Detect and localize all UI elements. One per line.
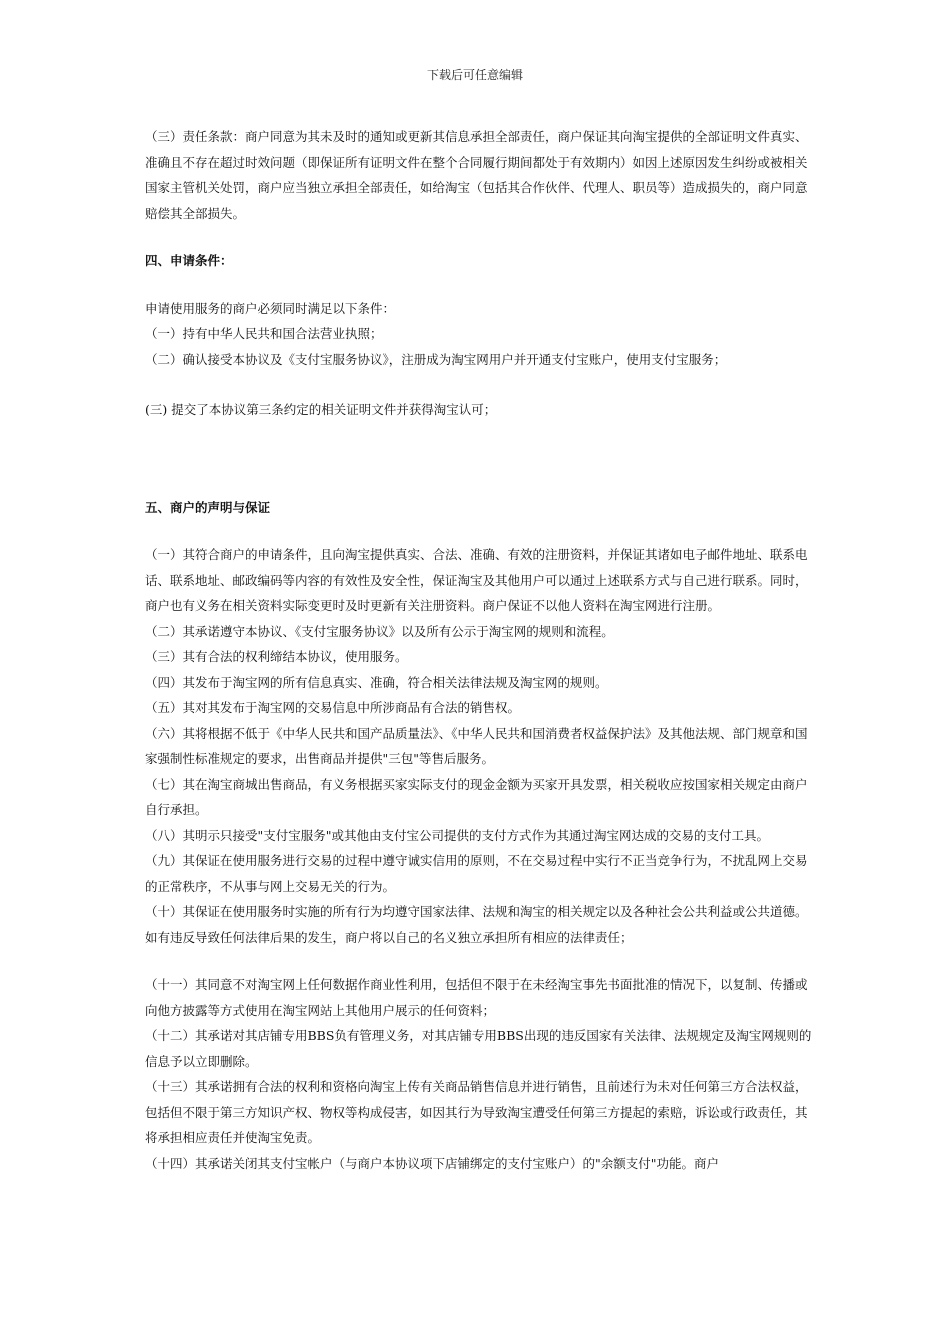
declaration-item: （六）其将根据不低于《中华人民共和国产品质量法》、《中华人民共和国消费者权益保护法》及其他法规、部门规章和国家强制性标准规定的要求，出售商品并提供"三包"等售后服务。 <box>145 725 808 766</box>
declaration-item: （二）其承诺遵守本协议、《支付宝服务协议》以及所有公示于淘宝网的规则和流程。 <box>145 623 614 639</box>
declaration-item: （十四）其承诺关闭其支付宝帐户（与商户本协议项下店铺绑定的支付宝账户）的"余额支付"功能。商户 <box>145 1155 720 1171</box>
declaration-item: （三）其有合法的权利缔结本协议，使用服务。 <box>145 649 408 664</box>
declaration-item: （十）其保证在使用服务时实施的所有行为均遵守国家法律、法规和淘宝的相关规定以及各种社会公共利益或公共道德。如有违反导致任何法律后果的发生，商户将以自己的名义独立承担所有相应的法律责任； <box>145 904 808 945</box>
page-header: 下载后可任意编辑 <box>426 68 523 82</box>
declaration-item: （八）其明示只接受"支付宝服务"或其他由支付宝公司提供的支付方式作为其通过淘宝网达成的交易的支付工具。 <box>145 827 770 843</box>
liability-clause: （三）责任条款：商户同意为其未及时的通知或更新其信息承担全部责任，商户保证其向淘宝提供的全部证明文件真实、准确且不存在超过时效问题（即保证所有证明文件在整个合同履行期间都处于有效期内）如因上述原因发生纠纷或被相关国家主管机关处罚，商户应当独立承担全部责任，如给淘宝（包括其合作伙伴、代理人、职员等）造成损失的，商户同意赔偿其全部损失。 <box>145 129 808 221</box>
section-title-application-conditions: 四、申请条件： <box>145 253 233 268</box>
declaration-item: （十三）其承诺拥有合法的权利和资格向淘宝上传有关商品销售信息并进行销售，且前述行为未对任何第三方合法权益，包括但不限于第三方知识产权、物权等构成侵害，如因其行为导致淘宝遭受任何第三方提起的索赔，诉讼或行政责任，其将承担相应责任并使淘宝免责。 <box>145 1079 808 1145</box>
declaration-item: （七）其在淘宝商城出售商品，有义务根据买家实际支付的现金金额为买家开具发票，相关税收应按国家相关规定由商户自行承担。 <box>145 776 808 817</box>
declaration-item: （十二）其承诺对其店铺专用BBS负有管理义务，对其店铺专用BBS出现的违反国家有关法律、法规规定及淘宝网规则的信息予以立即删除。 <box>145 1028 812 1069</box>
condition-item: （一）持有中华人民共和国合法营业执照； <box>145 326 383 341</box>
declaration-item: （十一）其同意不对淘宝网上任何数据作商业性利用，包括但不限于在未经淘宝事先书面批准的情况下，以复制、传播或向他方披露等方式使用在淘宝网站上其他用户展示的任何资料； <box>145 977 808 1018</box>
section-title-merchant-declarations: 五、商户的声明与保证 <box>145 499 271 515</box>
declaration-item: （九）其保证在使用服务进行交易的过程中遵守诚实信用的原则，不在交易过程中实行不正当竞争行为，不扰乱网上交易的正常秩序，不从事与网上交易无关的行为。 <box>145 853 808 894</box>
declaration-item: （四）其发布于淘宝网的所有信息真实、准确，符合相关法律法规及淘宝网的规则。 <box>145 674 608 690</box>
declaration-item: （一）其符合商户的申请条件，且向淘宝提供真实、合法、准确、有效的注册资料，并保证其诸如电子邮件地址、联系电话、联系地址、邮政编码等内容的有效性及安全性，保证淘宝及其他用户可以通过上述联系方式与自己进行联系。同时，商户也有义务在相关资料实际变更时及时更新有关注册资料。商户保证不以他人资料在淘宝网进行注册。 <box>145 547 808 613</box>
condition-item: （二）确认接受本协议及《支付宝服务协议》，注册成为淘宝网用户并开通支付宝账户，使用支付宝服务； <box>145 351 727 367</box>
condition-item: (三) 提交了本协议第三条约定的相关证明文件并获得淘宝认可； <box>145 402 497 417</box>
application-intro: 申请使用服务的商户必须同时满足以下条件： <box>145 300 396 316</box>
declaration-item: （五）其对其发布于淘宝网的交易信息中所涉商品有合法的销售权。 <box>145 700 521 715</box>
document-body <box>145 124 815 1176</box>
